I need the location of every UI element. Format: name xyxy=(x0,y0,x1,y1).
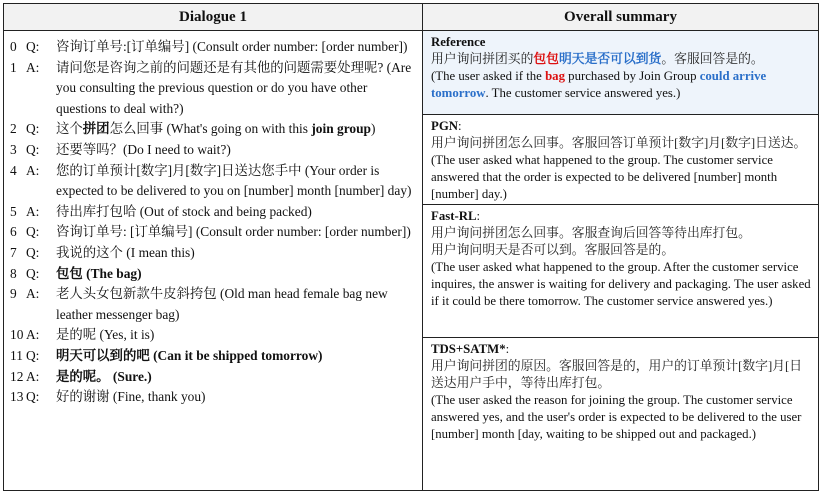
turn-text-post: ) xyxy=(371,121,376,137)
dialogue-turn xyxy=(10,161,418,202)
turn-speaker: A: xyxy=(26,162,40,178)
turn-index: 6 xyxy=(10,224,17,240)
en-pre: (The user asked if the xyxy=(431,69,546,83)
table-header xyxy=(4,4,818,31)
dialogue-column xyxy=(4,31,423,490)
summary-fastrl xyxy=(423,205,818,338)
turn-speaker: A: xyxy=(26,59,40,75)
turn-text-pre: 这个 xyxy=(56,121,83,137)
turn-text: 老人头女包新款牛皮斜挎包 (Old man head female bag new leather messenger bag) xyxy=(56,286,388,322)
en-highlight-arrive: could arrive tomorrow xyxy=(431,69,767,100)
dialogue-turn xyxy=(10,140,418,161)
turn-index: 1 xyxy=(10,59,17,75)
summary-reference xyxy=(423,31,818,115)
turn-text: 明天可以到的吧 (Can it be shipped tomorrow) xyxy=(56,347,323,363)
turn-speaker: Q: xyxy=(26,39,40,54)
turn-text: 我说的这个 (I mean this) xyxy=(56,244,195,260)
turn-text: 是的呢。 (Sure.) xyxy=(56,368,152,384)
turn-index: 13 xyxy=(10,389,24,405)
turn-speaker: Q: xyxy=(26,244,40,260)
dialogue-turn xyxy=(10,284,418,325)
turn-speaker: A: xyxy=(26,286,40,302)
summary-label: Reference xyxy=(431,35,486,49)
turn-text: 您的订单预计[数字]月[数字]日送达您手中 (Your order is expected to be delivered to you on [number] month [number] day) xyxy=(56,162,412,199)
turn-speaker: Q: xyxy=(26,121,40,137)
en-highlight-bag: bag xyxy=(545,69,565,83)
turn-index: 4 xyxy=(10,162,17,178)
summary-en: (The user asked what happened to the group. After the customer service inquires, the answer is waiting for delivery and packaging. The user asked if it could be there tomorrow. The customer service answered yes.) xyxy=(431,260,811,308)
turn-text-mid: 怎么回事 (What's going on with this xyxy=(109,121,312,137)
dialogue-turn xyxy=(10,222,418,243)
turn-text: 请问您是咨询之前的问题还是有其他的问题需要处理呢? (Are you consulting the previous question or do you have other questions to deal with?) xyxy=(56,59,412,116)
turn-speaker: Q: xyxy=(26,141,40,157)
turn-text-bold-zh: 拼团 xyxy=(82,121,110,137)
turn-text xyxy=(56,119,418,140)
header-dialogue: Dialogue 1 xyxy=(4,4,423,30)
table-body xyxy=(4,31,818,490)
summary-pgn xyxy=(423,115,818,205)
summary-column xyxy=(423,31,818,490)
summary-label: PGN xyxy=(431,119,459,133)
turn-index: 0 xyxy=(10,39,17,54)
dialogue-turn xyxy=(10,119,418,140)
summary-label: TDS+SATM* xyxy=(431,342,506,356)
header-summary: Overall summary xyxy=(564,8,677,25)
summary-label: Fast-RL xyxy=(431,209,477,223)
comparison-table xyxy=(3,3,819,491)
turn-index: 12 xyxy=(10,368,24,384)
summary-zh xyxy=(431,51,812,68)
turn-index: 7 xyxy=(10,244,17,260)
turn-speaker: A: xyxy=(26,203,40,219)
turn-speaker: Q: xyxy=(26,224,40,240)
en-post: . The customer service answered yes.) xyxy=(485,86,681,100)
summary-en: (The user asked the reason for joining the group. The customer service answered yes, and the user's order is expected to be delivered to the user [number] month [day, waiting to be shipped out and packaged.) xyxy=(431,393,802,441)
dialogue-turn xyxy=(10,325,418,346)
dialogue-turn xyxy=(10,202,418,223)
turn-index: 9 xyxy=(10,286,17,302)
turn-index: 10 xyxy=(10,327,24,343)
dialogue-turn xyxy=(10,37,418,58)
summary-label-line: Fast-RL: xyxy=(431,209,481,223)
zh-highlight-bag: 包包 xyxy=(533,52,559,66)
summary-en: (The user asked what happened to the group. The customer service answered that the order is expected to be delivered [number] month [number] day.) xyxy=(431,153,778,201)
turn-index: 11 xyxy=(10,347,23,363)
turn-speaker: Q: xyxy=(26,265,40,281)
turn-text: 咨询订单号:[订单编号] (Consult order number: [order number]) xyxy=(56,39,408,54)
turn-text: 好的谢谢 (Fine, thank you) xyxy=(56,389,206,405)
dialogue-turn xyxy=(10,387,418,408)
turn-index: 3 xyxy=(10,141,17,157)
turn-index: 2 xyxy=(10,121,17,137)
turn-text: 咨询订单号: [订单编号] (Consult order number: [order number]) xyxy=(56,224,411,240)
zh-highlight-arrive: 明天是否可以到货 xyxy=(558,52,662,66)
turn-speaker: A: xyxy=(26,327,40,343)
dialogue-turn xyxy=(10,264,418,285)
summary-label-line: PGN: xyxy=(431,119,462,133)
turn-text: 待出库打包哈 (Out of stock and being packed) xyxy=(56,203,312,219)
dialogue-turn xyxy=(10,58,418,120)
turn-speaker: Q: xyxy=(26,389,40,405)
summary-zh: 用户询问明天是否可以到。客服回答是的。 xyxy=(431,243,675,257)
summary-zh: 用户询问拼团怎么回事。客服查询后回答等待出库打包。 xyxy=(431,226,751,240)
turn-text-bold-en: join group xyxy=(311,121,371,137)
dialogue-turn xyxy=(10,243,418,264)
dialogue-turn xyxy=(10,346,418,367)
turn-index: 5 xyxy=(10,203,17,219)
turn-index: 8 xyxy=(10,265,17,281)
turn-text: 是的呢 (Yes, it is) xyxy=(56,327,155,343)
en-mid: purchased by Join Group xyxy=(564,69,700,83)
summary-en xyxy=(431,68,812,102)
dialogue-turn xyxy=(10,367,418,388)
turn-speaker: A: xyxy=(26,368,40,384)
zh-pre: 用户询问拼团买的 xyxy=(431,52,534,66)
zh-post: 。客服回答是的。 xyxy=(661,52,764,66)
turn-text: 还要等吗？(Do I need to wait?) xyxy=(56,141,231,157)
turn-speaker: Q: xyxy=(26,347,40,363)
summary-zh: 用户询问拼团怎么回事。客服回答订单预计[数字]月[数字]日送达。 xyxy=(431,136,807,150)
summary-zh: 用户询问拼团的原因。客服回答是的，用户的订单预计[数字]月[日送达用户手中，等待出库打包。 xyxy=(431,359,803,390)
summary-label-line: TDS+SATM*: xyxy=(431,342,510,356)
turn-text: 包包 (The bag) xyxy=(56,265,142,281)
summary-tds-satm xyxy=(423,338,818,490)
